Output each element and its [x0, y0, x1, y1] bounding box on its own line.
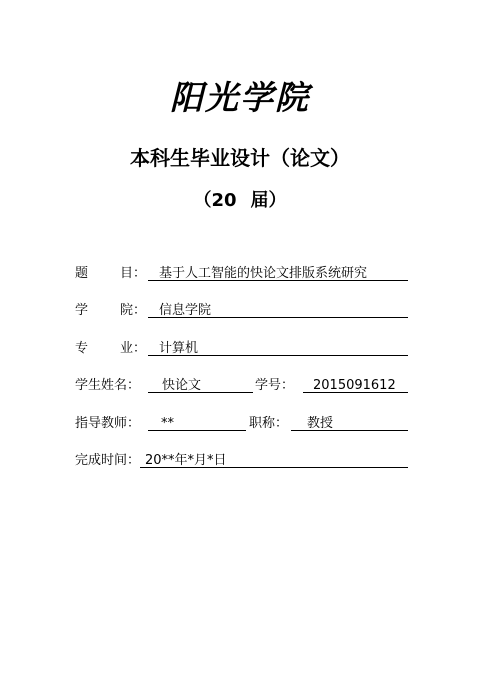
college-label-a: 学: [75, 303, 89, 318]
session-close: 届）: [250, 190, 287, 211]
major-label-b: 业：: [120, 341, 147, 356]
advisor-value: **: [161, 416, 174, 431]
academic-title-label: 职称：: [249, 416, 289, 431]
school-name: 阳光学院: [170, 78, 310, 117]
student-id-label: 学号：: [255, 378, 295, 393]
completion-date-value: 20**年*月*日: [145, 453, 227, 468]
student-name-label: 学生姓名：: [75, 378, 141, 393]
topic-field: [75, 262, 410, 282]
academic-title-value: 教授: [307, 416, 334, 431]
topic-label-b: 目：: [120, 266, 147, 281]
topic-value: 基于人工智能的快论文排版系统研究: [159, 266, 368, 281]
college-label-b: 院：: [120, 303, 147, 318]
topic-label-a: 题: [75, 266, 89, 281]
session-open: （20: [193, 190, 237, 211]
college-value: 信息学院: [159, 303, 212, 318]
major-value: 计算机: [159, 341, 199, 356]
student-field: [75, 374, 410, 394]
completion-date-label: 完成时间：: [75, 453, 141, 468]
major-label-a: 专: [75, 341, 89, 356]
graduation-session: [0, 186, 480, 212]
college-field: [75, 299, 410, 319]
advisor-label: 指导教师：: [75, 416, 141, 431]
completion-date-field: [75, 449, 410, 469]
student-id-value: 2015091612: [313, 378, 396, 393]
major-field: [75, 337, 410, 357]
student-name-value: 快论文: [162, 378, 202, 393]
document-title: 本科生毕业设计（论文）: [130, 146, 350, 170]
advisor-field: [75, 412, 410, 432]
